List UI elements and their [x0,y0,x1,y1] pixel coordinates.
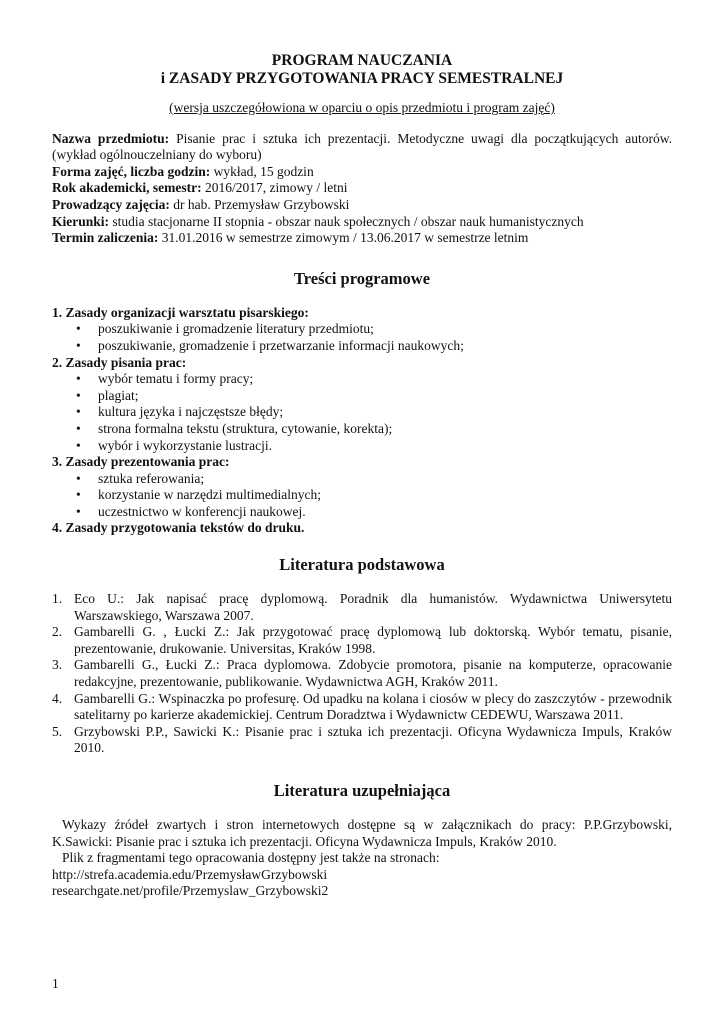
program-section-title: 4. Zasady przygotowania tekstów do druku. [52,520,305,536]
program-bullet-item [52,487,672,504]
bullet-icon: • [76,337,81,353]
subject-row [52,131,672,164]
course-info [52,131,672,247]
title-line-1: PROGRAM NAUCZANIA [271,52,453,69]
subject-value: Pisanie prac i sztuka ich prezentacji. Metodyczne uwagi dla początkujących autorów. (wykład ogólnouczelniany do wyboru) [52,130,673,163]
subject-label: Nazwa przedmiotu: [52,130,170,146]
deadline-value: 31.01.2016 w semestrze zimowym / 13.06.2017 w semestrze letnim [158,230,529,246]
lecturer-row [52,197,672,214]
bullet-icon: • [76,420,81,436]
field-value: studia stacjonarne II stopnia - obszar nauk społecznych / obszar nauk humanistycznych [109,213,584,229]
program-section-title: 3. Zasady prezentowania prac: [52,454,230,470]
deadline-row [52,230,672,247]
program-heading: Treści programowe [293,268,431,288]
year-row [52,180,672,197]
bullet-icon: • [76,503,81,519]
year-value: 2016/2017, zimowy / letni [201,180,348,196]
researchgate-link[interactable]: researchgate.net/profile/Przemyslaw_Grzybowski2 [52,883,329,899]
literature-heading: Literatura podstawowa [279,555,445,575]
program-bullet-item [52,338,672,355]
program-bullet-list [52,371,672,454]
program-bullet-item [52,371,672,388]
bullet-icon: • [76,404,81,420]
year-label: Rok akademicki, semestr: [52,180,202,196]
form-label: Forma zajęć, liczba godzin: [52,163,211,179]
program-bullet-item [52,438,672,455]
bullet-icon: • [76,371,81,387]
title-line-2: i ZASADY PRZYGOTOWANIA PRACY SEMESTRALNEJ [160,70,564,87]
bullet-text: uczestnictwo w konferencji naukowej. [98,503,306,519]
bullet-text: plagiat; [98,387,139,403]
form-value: wykład, 15 godzin [210,163,314,179]
bullet-text: strona formalna tekstu (struktura, cytowanie, korekta); [98,420,393,436]
field-label: Kierunki: [52,213,110,229]
bullet-icon: • [76,387,81,403]
program-section-title: 2. Zasady pisania prac: [52,354,187,370]
lecturer-value: dr hab. Przemysław Grzybowski [169,196,350,212]
program-bullet-list [52,321,672,354]
literature-item-number: 5. [52,723,63,739]
program-sections [52,305,672,537]
bullet-text: sztuka referowania; [98,470,205,486]
page-number: 1 [52,976,59,991]
literature-item-text: Gambarelli G.: Wspinaczka po profesurę. Od upadku na kolana i ciosów w plecy do zaszczytów - przewodnik satelitarny po karierze akademickiej. Centrum Doradztwa i Wydawnictw CEDEWU, Warszawa 2011. [74,690,672,723]
program-bullet-item [52,471,672,488]
literature-item [52,691,672,724]
literature-item-text: Gambarelli G., Łucki Z.: Praca dyplomowa. Zdobycie promotora, pisanie na komputerze, opracowanie redakcyjne, prezentowanie, publikowanie. Wydawnictwa AGH, Kraków 2011. [74,657,672,690]
program-bullet-item [52,388,672,405]
program-section-title: 1. Zasady organizacji warsztatu pisarskiego: [52,304,309,320]
document-title [52,52,672,88]
literature-list [52,591,672,757]
bullet-text: kultura języka i najczęstsze błędy; [98,404,284,420]
supplementary-heading: Literatura uzupełniająca [273,781,451,800]
lecturer-label: Prowadzący zajęcia: [52,196,170,212]
bullet-text: korzystanie w narzędzi multimedialnych; [98,487,322,503]
program-bullet-item [52,404,672,421]
bullet-icon: • [76,437,81,453]
literature-item-number: 4. [52,690,63,706]
literature-item [52,591,672,624]
document-page [52,52,672,900]
literature-item [52,657,672,690]
literature-item-text: Eco U.: Jak napisać pracę dyplomową. Poradnik dla humanistów. Wydawnictwa Uniwersytetu Warszawskiego, Warszawa 2007. [74,591,672,623]
bullet-icon: • [76,321,81,337]
files-paragraph: Plik z fragmentami tego opracowania dostępny jest także na stronach: [62,850,440,866]
form-row [52,164,672,181]
literature-item-number: 3. [52,657,63,673]
literature-item-number: 2. [52,624,63,640]
deadline-label: Termin zaliczenia: [52,230,159,246]
bullet-text: poszukiwanie i gromadzenie literatury przedmiotu; [98,321,374,337]
literature-item-number: 1. [52,591,63,607]
bullet-text: wybór tematu i formy pracy; [98,371,254,387]
bullet-icon: • [76,470,81,486]
academia-link[interactable]: http://strefa.academia.edu/PrzemysławGrzybowski [52,866,328,882]
program-bullet-list [52,471,672,521]
literature-item [52,724,672,757]
literature-item-text: Grzybowski P.P., Sawicki K.: Pisanie prac i sztuka ich prezentacji. Oficyna Wydawnicza Impuls, Kraków 2010. [74,723,672,756]
bullet-text: wybór i wykorzystanie lustracji. [98,437,272,453]
literature-item-text: Gambarelli G. , Łucki Z.: Jak przygotować pracę dyplomową lub doktorską. Wybór tematu, pisanie, prezentowanie, drukowanie. Universitas, Kraków 1998. [74,624,672,656]
program-bullet-item [52,321,672,338]
program-bullet-item [52,421,672,438]
literature-item [52,624,672,657]
field-row [52,214,672,231]
program-bullet-item [52,504,672,521]
document-subtitle: (wersja uszczegółowiona w oparciu o opis przedmiotu i program zajęć) [169,100,555,115]
bullet-icon: • [76,487,81,503]
bullet-text: poszukiwanie, gromadzenie i przetwarzanie informacji naukowych; [98,337,464,353]
supplementary-paragraph: Wykazy źródeł zwartych i stron internetowych dostępne są w załącznikach do pracy: P.P.Grzybowski, K.Sawicki: Pisanie prac i sztuka ich prezentacji. Oficyna Wydawnicza Impuls, Kraków 2010. [52,817,672,849]
